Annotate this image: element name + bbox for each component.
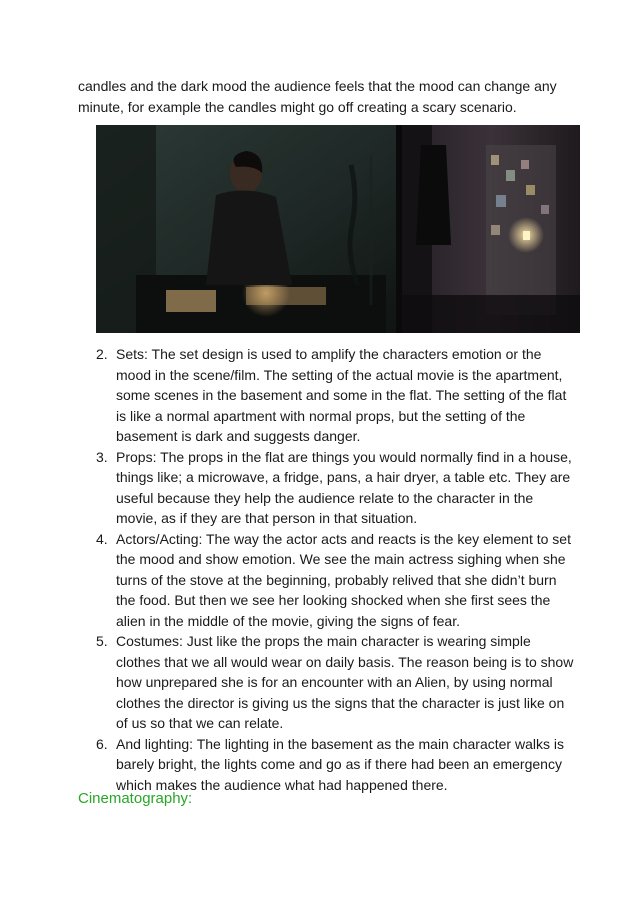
list-item-text: Costumes: Just like the props the main character is wearing simple clothes that we all would wear on daily basis. The reason being is to show how unprepared she is for an encounter with an Alien, by using normal clothes the director is giving us the signs that the character is just like on of us so that we can relate. [116, 633, 574, 731]
list-item-number: 3. [96, 448, 108, 465]
intro-paragraph: candles and the dark mood the audience feels that the mood can change any minute, for example the candles might go off creating a scary scenario. [78, 78, 557, 115]
list-item-number: 2. [96, 346, 108, 362]
list-item-number: 5. [96, 633, 108, 649]
list-item-text: Props: The props in the flat are things you would normally find in a house, things like; a microwave, a fridge, pans, a hair dryer, a table etc. They are useful because they help the audience relate to the character in the movie, as if they are that person in that situation. [116, 448, 572, 526]
production-elements-list [78, 344, 578, 795]
film-still-image [96, 125, 580, 333]
list-item-number: 6. [96, 735, 108, 752]
list-item [78, 631, 578, 734]
list-item-text: Sets: The set design is used to amplify the characters emotion or the mood in the scene/film. The setting of the actual movie is the apartment, some scenes in the basement and some in the flat. The setting of the flat is like a normal apartment with normal props, but the setting of the basement is dark and suggests danger. [116, 346, 567, 444]
section-heading: Cinematography: [78, 790, 193, 807]
list-item [78, 344, 578, 447]
list-item-text: Actors/Acting: The way the actor acts and reacts is the key element to set the mood and show emotion. We see the main actress sighing when she turns of the stove at the beginning, probably relived that she didn’t burn the food. But then we see her looking shocked when she first sees the alien in the middle of the movie, giving the signs of fear. [116, 530, 571, 629]
list-item [78, 529, 578, 632]
list-item [78, 734, 578, 796]
list-item-number: 4. [96, 530, 108, 547]
list-item-text: And lighting: The lighting in the basement as the main character walks is barely bright, the lights come and go as if there had been an emergency which makes the audience what had happened there. [116, 735, 564, 793]
list-item [78, 447, 578, 529]
